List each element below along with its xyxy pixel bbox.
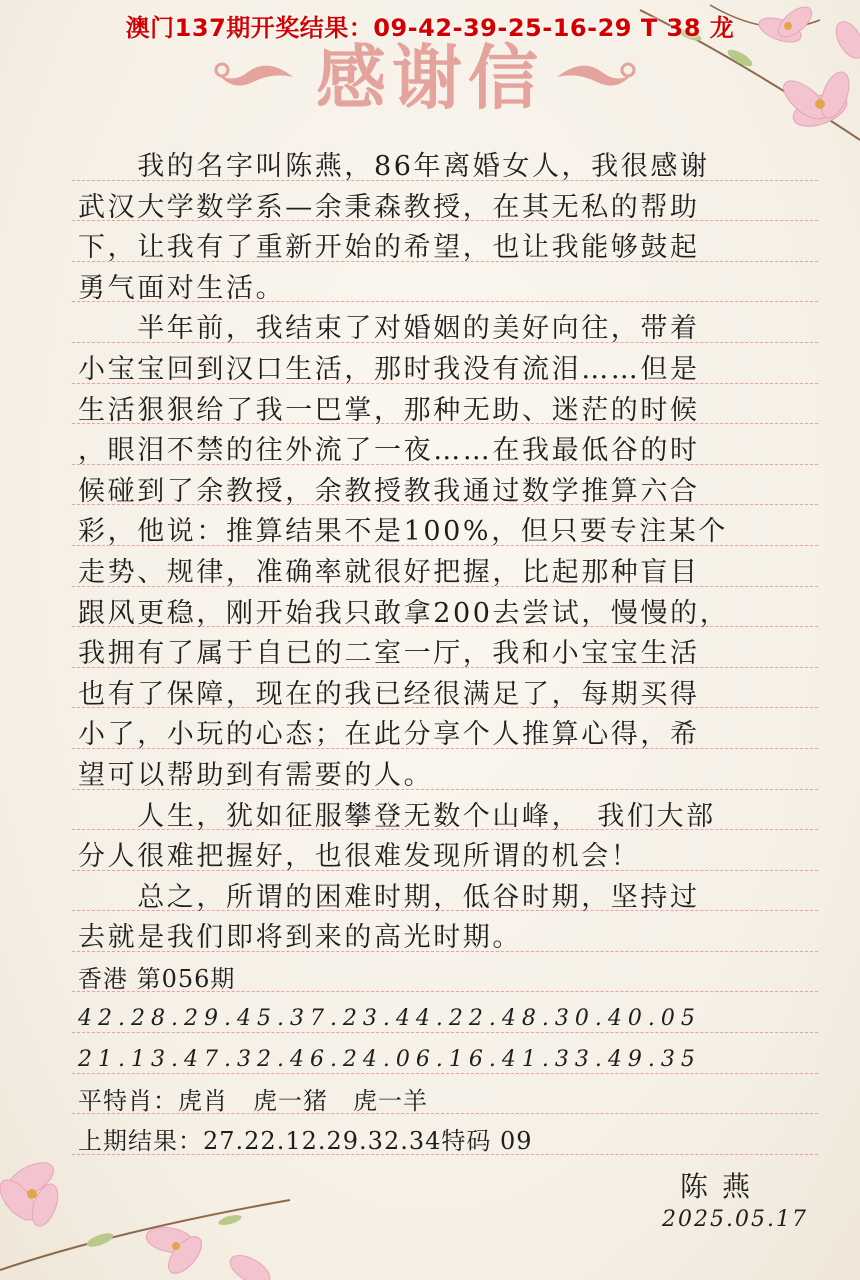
letter-date: 2025.05.17 <box>662 1207 808 1232</box>
letter-line: 跟风更稳，刚开始我只敢拿200去尝试，慢慢的， <box>78 597 730 629</box>
letter-body <box>78 148 818 1163</box>
prediction-numbers-1: 42.28.29.45.37.23.44.22.48.30.40.05 <box>78 1006 701 1032</box>
letter-line: 半年前，我结束了对婚姻的美好向往，带着 <box>78 313 700 345</box>
page-title: 感谢信 <box>316 37 544 119</box>
letter-line: 我拥有了属于自已的二室一厅，我和小宝宝生活 <box>78 638 700 670</box>
letter-line: 人生，犹如征服攀登无数个山峰， 我们大部 <box>78 800 716 832</box>
letter-line: 勇气面对生活。 <box>78 272 286 304</box>
last-result: 上期结果：27.22.12.29.32.34特码 09 <box>78 1127 533 1156</box>
ornament-right-icon <box>552 52 642 102</box>
letter-line: 彩，他说：推算结果不是100%，但只要专注某个 <box>78 516 728 548</box>
letter-line: ，眼泪不禁的往外流了一夜……在我最低谷的时 <box>78 435 700 467</box>
letter-line: 望可以帮助到有需要的人。 <box>78 759 434 791</box>
letter-line: 生活狠狠给了我一巴掌，那种无助、迷茫的时候 <box>78 394 700 426</box>
letter-line: 也有了保障，现在的我已经很满足了，每期买得 <box>78 678 700 710</box>
signature: 陈燕 <box>680 1170 765 1203</box>
letter-line: 小宝宝回到汉口生活，那时我没有流泪……但是 <box>78 353 700 385</box>
letter-line: 总之，所谓的困难时期，低谷时期，坚持过 <box>78 881 700 913</box>
letter-line: 武汉大学数学系—余秉森教授，在其无私的帮助 <box>78 191 700 223</box>
letter-line: 分人很难把握好，也很难发现所谓的机会！ <box>78 841 641 873</box>
lottery-result-banner: 澳门137期开奖结果：09-42-39-25-16-29 T 38 龙 <box>125 14 735 42</box>
letter-line: 我的名字叫陈燕，86年离婚女人，我很感谢 <box>78 151 710 182</box>
letter-line: 下，让我有了重新开始的希望，也让我能够鼓起 <box>78 232 700 264</box>
letter-line: 小了，小玩的心态；在此分享个人推算心得，希 <box>78 719 700 751</box>
issue-label: 香港 第056期 <box>78 964 236 993</box>
zodiac-prediction: 平特肖：虎肖 虎一猪 虎一羊 <box>78 1086 428 1115</box>
letter-line: 去就是我们即将到来的高光时期。 <box>78 922 522 954</box>
prediction-numbers-2: 21.13.47.32.46.24.06.16.41.33.49.35 <box>78 1047 701 1073</box>
letter-line: 走势、规律，准确率就很好把握，比起那种盲目 <box>78 556 700 588</box>
letter-line: 候碰到了余教授，余教授教我通过数学推算六合 <box>78 475 700 507</box>
title-area <box>0 38 860 118</box>
